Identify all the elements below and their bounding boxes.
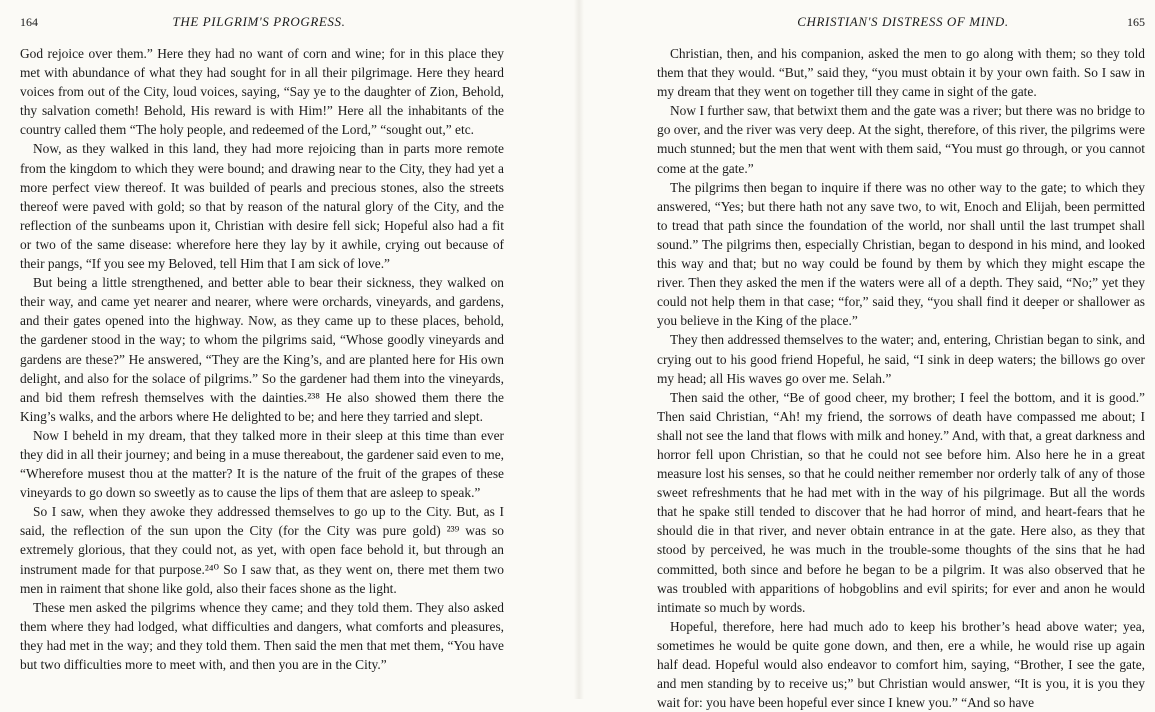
running-head — [20, 0, 502, 38]
paragraph: Hopeful, therefore, here had much ado to keep his brother’s head above water; yea, sometimes he would be quite gone down, and then, ere a while, he would rise up again half dead. Hopeful would also endeavor to comfort him, saying, “Brother, I see the gate, and men standing by to receive us;” but Christian would answer, “It is you, it is you they wait for: you have been hopeful ever since I knew you.” “And so have — [657, 618, 1145, 711]
running-title: CHRISTIAN'S DISTRESS OF MIND. — [797, 14, 1009, 29]
paragraph: Then said the other, “Be of good cheer, my brother; I feel the bottom, and it is good.” Then said Christian, “Ah! my friend, the sorrows of death have compassed me about; I shall not see the land that flows with milk and honey.” And, with that, a great darkness and horror fell upon Christian, so that he could not see before him. Also here he in a great measure lost his senses, so that he could neither remember nor orderly talk of any of those sweet refreshments that he had met with in the way of his pilgrimage. But all the words that he spake still tended to discover that he had horror of mind, and heart-fears that he should die in that river, and never obtain entrance in at the gate. Here also, as they that stood by perceived, he was much in the trouble-some thoughts of the sins that he had committed, both since and before he began to be a pilgrim. It was also observed that he was troubled with apparitions of hobgoblins and evil spirits; for ever and anon he would intimate so much by words. — [657, 389, 1145, 615]
right-page — [578, 0, 1155, 711]
page-number: 164 — [20, 15, 38, 29]
paragraph: Now I further saw, that betwixt them and the gate was a river; but there was no bridge to go over, and the river was very deep. At the sight, therefore, of this river, the pilgrims were much stunned; but the men that went with them said, “You must go through, or you cannot come at the gate.” — [657, 103, 1145, 176]
page-number: 165 — [1127, 15, 1145, 29]
paragraph: Now I beheld in my dream, that they talked more in their sleep at this time than ever they did in all their journey; and being in a muse thereabout, the gardener said even to me, “Wherefore musest thou at the matter? It is the nature of the fruit of the grapes of these vineyards to go down so sweetly as to cause the lips of them that are asleep to speak.” — [20, 427, 504, 501]
running-head — [657, 0, 1145, 38]
paragraph: The pilgrims then began to inquire if there was no other way to the gate; to which they answered, “Yes; but there hath not any save two, to wit, Enoch and Elijah, been permitted to tread that path since the foundation of the world, nor shall until the last trumpet shall sound.” The pilgrims then, especially Christian, began to despond in his mind, and looked this way and that; but no way could be found by them by which they might escape the river. Then they asked the men if the waters were all of a depth. They said, “No;” yet they could not help them in that case; “for,” said they, “you shall find it deeper or shallower as you believe in the King of the place.” — [657, 179, 1145, 329]
paragraph: These men asked the pilgrims whence they came; and they told them. They also asked them where they had lodged, what difficulties and dangers, what comforts and pleasures, they had met in the way; and they told them. Then said the men that met them, “You have but two difficulties more to meet with, and then you are in the City.” — [20, 599, 504, 672]
paragraph: Christian, then, and his companion, asked the men to go along with them; so they told them that they would. “But,” said they, “you must obtain it by your own faith. So I saw in my dream that they went on together till they came in sight of the gate. — [657, 46, 1145, 100]
paragraph: God rejoice over them.” Here they had no want of corn and wine; for in this place they met with abundance of what they had sought for in all their pilgrimage. Here they heard voices from out of the City, loud voices, saying, “Say ye to the daughter of Zion, Behold, thy salvation cometh! Behold, His reward is with Him!” Here all the inhabitants of the country called them “The holy people, and redeemed of the Lord,” “sought out,” etc. — [20, 46, 504, 138]
paragraph: But being a little strengthened, and better able to bear their sickness, they walked on their way, and came yet nearer and nearer, where were orchards, vineyards, and gardens, and their gates opened into the highway. Now, as they came up to these places, behold, the gardener stood in the way; to whom the pilgrims said, “Whose goodly vineyards and gardens are these?” He answered, “They are the King’s, and are planted here for His own delight, and also for the solace of pilgrims.” So the gardener had them into the vineyards, and bid them refresh themselves with the dainties.²³⁸ He also showed them there the King’s walks, and the arbors where He delighted to be; and here they tarried and slept. — [20, 275, 504, 424]
body-text — [20, 44, 504, 674]
paragraph: Now, as they walked in this land, they had more rejoicing than in parts more remote from the kingdom to which they were bound; and drawing near to the City, they had yet a more perfect view thereof. It was builded of pearls and precious stones, also the streets thereof were paved with gold; so that by reason of the natural glory of the City, and the reflection of the sunbeams upon it, Christian with desire fell sick; Hopeful also had a fit or two of the same disease: wherefore here they lay by it awhile, crying out because of their pangs, “If you see my Beloved, tell Him that I am sick of love.” — [20, 141, 504, 272]
paragraph: So I saw, when they awoke they addressed themselves to go up to the City. But, as I said, the reflection of the sun upon the City (for the City was pure gold) ²³⁹ was so extremely glorious, that they could not, as yet, with open face behold it, but through an instrument made for that purpose.²⁴⁰ So I saw that, as they went on, there met them two men in raiment that shone like gold, also their faces shone as the light. — [20, 504, 504, 596]
left-page — [0, 0, 578, 699]
paragraph: They then addressed themselves to the water; and, entering, Christian began to sink, and crying out to his good friend Hopeful, he said, “I sink in deep waters; the billows go over my head; all His waves go over me. Selah.” — [657, 332, 1145, 386]
body-text — [657, 44, 1145, 712]
running-title: THE PILGRIM'S PROGRESS. — [172, 14, 346, 29]
